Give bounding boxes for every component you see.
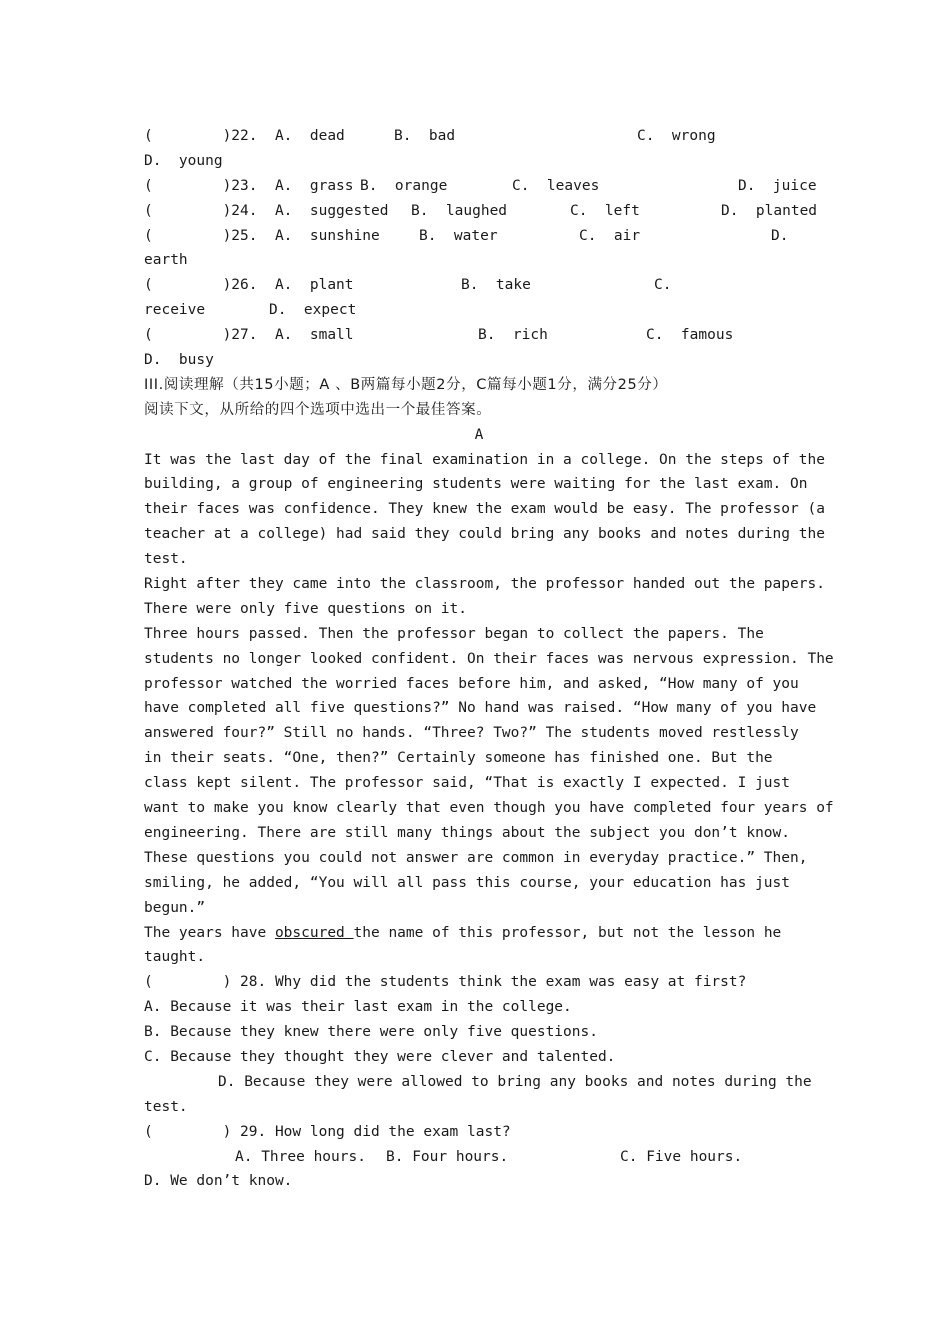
q22-option-b: B. bad (394, 128, 456, 144)
passage-line: their faces was confidence. They knew the exam would be easy. The professor (a (144, 501, 825, 518)
q28-option-b: B. Because they knew there were only five questions. (144, 1024, 598, 1041)
passage-line: have completed all five questions?” No hand was raised. “How many of you have (144, 700, 817, 717)
q28-option-d: D. Because they were allowed to bring any books and notes during the (218, 1073, 812, 1090)
passage-line: in their seats. “One, then?” Certainly someone has finished one. But the (144, 750, 773, 767)
passage-line: Three hours passed. Then the professor began to collect the papers. The (144, 625, 764, 642)
q26-option-c: C. (654, 277, 672, 294)
q24-number-option-a: ( )24. A. suggested (144, 202, 389, 219)
passage-line: smiling, he added, “You will all pass this course, your education has just (144, 874, 791, 891)
q29-option-c: C. Five hours. (620, 1148, 743, 1165)
q28-option-c: C. Because they thought they were clever and talented. (144, 1048, 616, 1065)
question-27-row (144, 323, 814, 348)
q25-option-d-word: earth (144, 252, 188, 269)
q25-option-b: B. water (419, 227, 498, 244)
last-para-pre: The years have (144, 924, 275, 941)
passage-line: answered four?” Still no hands. “Three? Two?” The students moved restlessly (144, 725, 799, 742)
question-28-stem: ( ) 28. Why did the students think the exam was easy at first? (144, 974, 747, 991)
q29-option-d: D. We don’t know. (144, 1173, 293, 1190)
last-paragraph-line (144, 921, 814, 946)
passage-line: There were only five questions on it. (144, 600, 468, 617)
section-instruction: 阅读下文，从所给的四个选项中选出一个最佳答案。 (144, 401, 492, 418)
q28-option-d-row (144, 1070, 814, 1095)
q22-option-c: C. wrong (637, 128, 716, 144)
passage-line: These questions you could not answer are common in everyday practice.” Then, (144, 849, 808, 866)
underlined-word: obscured (274, 924, 354, 941)
q26-option-b: B. take (461, 277, 531, 294)
question-22-row (144, 124, 814, 149)
q23-number-option-a: ( )23. A. grass (144, 177, 354, 194)
q29-options-row (144, 1145, 814, 1170)
question-25-row (144, 224, 814, 249)
passage-line: teacher at a college) had said they could bring any books and notes during the (144, 526, 825, 543)
question-22-row-2 (144, 149, 814, 174)
question-26-row-2 (144, 298, 814, 323)
last-paragraph-line-2: taught. (144, 949, 206, 966)
question-26-row (144, 273, 814, 298)
q23-option-b: B. orange (360, 177, 448, 194)
q28-option-d-continued: test. (144, 1098, 188, 1115)
q25-option-d: D. (771, 227, 789, 244)
section-heading: III.阅读理解（共15小题；A 、B两篇每小题2分，C篇每小题1分，满分25分） (144, 376, 668, 393)
q22-number-option-a: ( )22. A. dead (144, 128, 345, 144)
passage-label: A (474, 426, 484, 443)
q23-option-c: C. leaves (512, 177, 600, 194)
question-23-row (144, 174, 817, 199)
q27-number-option-a: ( )27. A. small (144, 327, 354, 344)
passage-line: want to make you know clearly that even though you have completed four years of (144, 800, 834, 817)
q29-option-a: A. Three hours. (235, 1148, 366, 1165)
q27-option-c: C. famous (646, 327, 734, 344)
q23-option-d: D. juice (738, 177, 817, 194)
exam-page (144, 124, 834, 1194)
q27-option-d: D. busy (144, 352, 214, 369)
q28-option-a: A. Because it was their last exam in the college. (144, 999, 572, 1016)
q26-number-option-a: ( )26. A. plant (144, 277, 354, 294)
q26-option-c-word: receive (144, 302, 206, 319)
q25-number-option-a: ( )25. A. sunshine (144, 227, 380, 244)
last-para-post: the name of this professor, but not the lesson he (353, 924, 782, 941)
passage-line: test. (144, 551, 188, 568)
passage-line: It was the last day of the final examination in a college. On the steps of the (144, 451, 825, 468)
passage-line: building, a group of engineering students were waiting for the last exam. On (144, 476, 808, 493)
q22-option-d: D. young (144, 152, 223, 169)
passage-line: professor watched the worried faces before him, and asked, “How many of you (144, 675, 799, 692)
question-24-row (144, 199, 818, 224)
q29-option-b: B. Four hours. (386, 1148, 509, 1165)
q27-option-b: B. rich (478, 327, 548, 344)
passage-line: begun.” (144, 899, 206, 916)
passage-line: class kept silent. The professor said, “That is exactly I expected. I just (144, 775, 791, 792)
passage-line: students no longer looked confident. On their faces was nervous expression. The (144, 650, 834, 667)
passage-line: Right after they came into the classroom, the professor handed out the papers. (144, 576, 825, 593)
q26-option-d: D. expect (269, 302, 357, 319)
q24-option-d: D. planted (721, 202, 818, 219)
question-29-stem: ( ) 29. How long did the exam last? (144, 1123, 511, 1140)
q25-option-c: C. air (579, 227, 641, 244)
q24-option-b: B. laughed (411, 202, 508, 219)
question-27-row-2 (144, 348, 814, 373)
passage-line: engineering. There are still many things about the subject you don’t know. (144, 824, 791, 841)
question-25-row-2 (144, 248, 814, 273)
q24-option-c: C. left (570, 202, 640, 219)
